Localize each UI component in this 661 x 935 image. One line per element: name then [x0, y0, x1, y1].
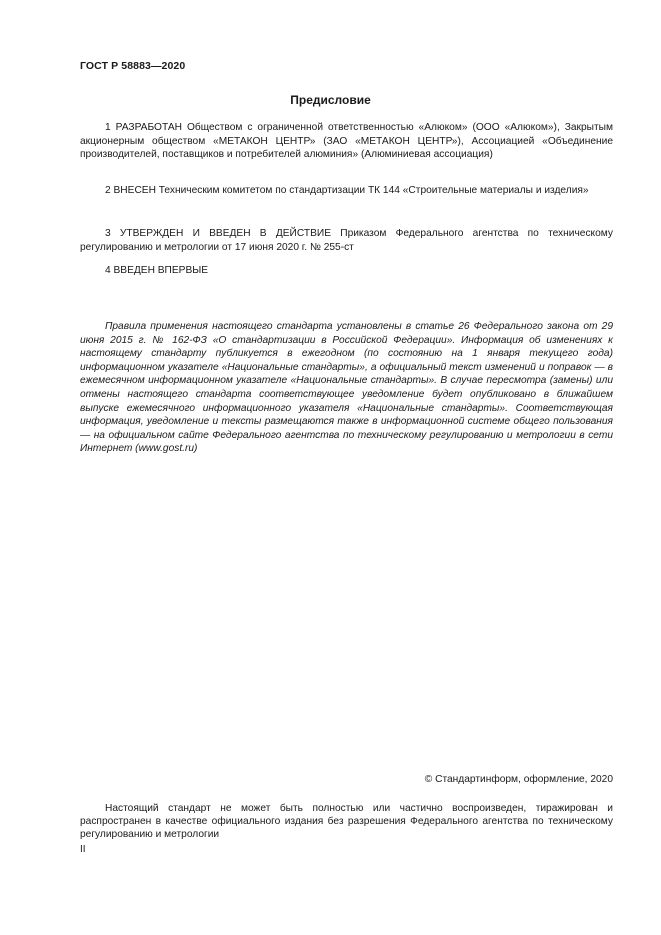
foreword-item-submitted: 2 ВНЕСЕН Техническим комитетом по стандартизации ТК 144 «Строительные материалы и изделия»: [105, 185, 589, 196]
standard-id-header: ГОСТ Р 58883—2020: [80, 60, 186, 72]
foreword-item-approved: 3 УТВЕРЖДЕН И ВВЕДЕН В ДЕЙСТВИЕ Приказом Федерального агентства по техническому регулированию и метрологии от 17 июня 2020 г. № 255-ст: [80, 228, 613, 253]
foreword-item-introduced: 4 ВВЕДЕН ВПЕРВЫЕ: [105, 265, 209, 276]
page-number: II: [80, 844, 86, 855]
reproduction-notice: Настоящий стандарт не может быть полностью или частично воспроизведен, тиражирован и распространен в качестве официального издания без разрешения Федерального агентства по техническому регулированию и метрологии: [80, 803, 613, 841]
foreword-item-developed: 1 РАЗРАБОТАН Обществом с ограниченной ответственностью «Алюком» (ООО «Алюком»), Закрытым акционерным обществом «МЕТАКОН ЦЕНТР» (ЗАО «МЕТАКОН ЦЕНТР»), Ассоциацией «Объединение производителей, поставщиков и потребителей алюминия» (Алюминиевая ассоциация): [80, 122, 613, 161]
application-rules-notice: Правила применения настоящего стандарта установлены в статье 26 Федерального закона от 29 июня 2015 г. № 162-ФЗ «О стандартизации в Российской Федерации». Информация об изменениях к настоящему стандарту публикуется в ежегодном (по состоянию на 1 января текущего года) информационном указателе «Национальные стандарты», а официальный текст изменений и поправок — в ежемесячном информационном указателе «Национальные стандарты». В случае пересмотра (замены) или отмены настоящего стандарта соответствующее уведомление будет опубликовано в ближайшем выпуске ежемесячного информационного указателя «Национальные стандарты». Соответствующая информация, уведомление и тексты размещаются также в информационной системе общего пользования — на официальном сайте Федерального агентства по техническому регулированию и метрологии в сети Интернет (www.gost.ru): [80, 321, 613, 455]
copyright-line: © Стандартинформ, оформление, 2020: [424, 774, 613, 785]
foreword-title: Предисловие: [290, 93, 371, 107]
